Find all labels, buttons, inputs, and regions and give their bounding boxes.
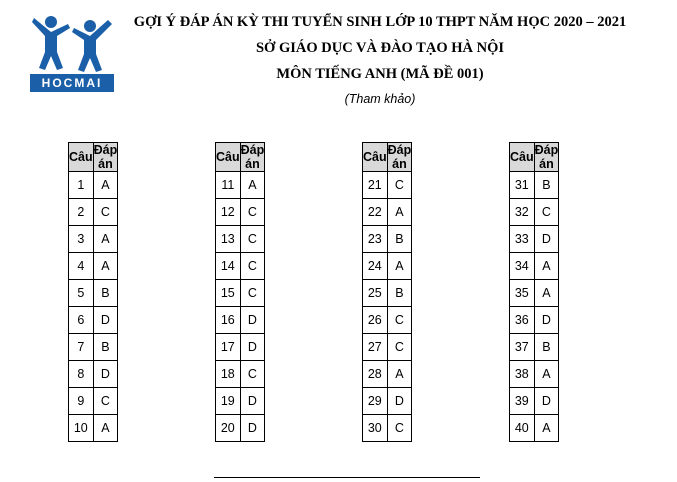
- table-row: [69, 388, 118, 415]
- table-row: [363, 307, 412, 334]
- answer-cell: D: [93, 361, 118, 388]
- answer-cell: C: [240, 199, 265, 226]
- question-number-cell: 29: [363, 388, 388, 415]
- question-number-cell: 5: [69, 280, 94, 307]
- answer-cell: D: [534, 226, 559, 253]
- question-number-cell: 19: [216, 388, 241, 415]
- table-row: [69, 172, 118, 199]
- table-header-row: [69, 143, 118, 172]
- header-department: SỞ GIÁO DỤC VÀ ĐÀO TẠO HÀ NỘI: [255, 40, 504, 56]
- table-row: [69, 307, 118, 334]
- answer-cell: C: [387, 307, 412, 334]
- answer-cell: B: [534, 334, 559, 361]
- column-header-answer: Đáp án: [93, 143, 118, 171]
- table-row: [69, 415, 118, 442]
- question-number-cell: 26: [363, 307, 388, 334]
- answer-cell: A: [534, 361, 559, 388]
- table-row: [363, 415, 412, 442]
- hocmai-logo: [30, 12, 114, 94]
- question-number-cell: 15: [216, 280, 241, 307]
- table-header-row: [216, 143, 265, 172]
- footer-divider: [214, 477, 480, 478]
- table-row: [363, 253, 412, 280]
- header-title: GỢI Ý ĐÁP ÁN KỲ THI TUYỂN SINH LỚP 10 THPT NĂM HỌC 2020 – 2021: [133, 14, 627, 30]
- question-number-cell: 30: [363, 415, 388, 442]
- table-row: [363, 334, 412, 361]
- logo-figures-icon: [30, 12, 114, 74]
- logo-text: HOCMAI: [30, 74, 114, 92]
- table-row: [363, 199, 412, 226]
- answer-cell: C: [240, 280, 265, 307]
- table-row: [363, 172, 412, 199]
- answer-table-3: [362, 142, 412, 442]
- table-row: [216, 253, 265, 280]
- question-number-cell: 3: [69, 226, 94, 253]
- question-number-cell: 9: [69, 388, 94, 415]
- answer-cell: A: [387, 253, 412, 280]
- question-number-cell: 6: [69, 307, 94, 334]
- answer-cell: D: [534, 307, 559, 334]
- table-row: [69, 199, 118, 226]
- question-number-cell: 2: [69, 199, 94, 226]
- table-row: [216, 199, 265, 226]
- answer-cell: D: [387, 388, 412, 415]
- answer-cell: A: [93, 226, 118, 253]
- table-row: [69, 334, 118, 361]
- table-row: [69, 361, 118, 388]
- table-row: [510, 280, 559, 307]
- header-subject: MÔN TIẾNG ANH (MÃ ĐỀ 001): [276, 66, 484, 82]
- answer-cell: D: [240, 307, 265, 334]
- table-row: [216, 334, 265, 361]
- answer-cell: C: [240, 361, 265, 388]
- answer-cell: C: [93, 199, 118, 226]
- question-number-cell: 20: [216, 415, 241, 442]
- table-row: [216, 361, 265, 388]
- question-number-cell: 35: [510, 280, 535, 307]
- answer-cell: D: [240, 334, 265, 361]
- answer-cell: A: [93, 172, 118, 199]
- table-row: [510, 307, 559, 334]
- table-row: [216, 415, 265, 442]
- question-number-cell: 36: [510, 307, 535, 334]
- answer-cell: D: [534, 388, 559, 415]
- table-row: [510, 415, 559, 442]
- column-header-answer: Đáp án: [240, 143, 265, 171]
- answer-table-1: [68, 142, 118, 442]
- table-row: [510, 172, 559, 199]
- answer-cell: A: [240, 172, 265, 199]
- answer-cell: C: [240, 226, 265, 253]
- column-header-question: Câu: [69, 143, 94, 172]
- question-number-cell: 23: [363, 226, 388, 253]
- question-number-cell: 22: [363, 199, 388, 226]
- answer-table-4: [509, 142, 559, 442]
- question-number-cell: 37: [510, 334, 535, 361]
- question-number-cell: 16: [216, 307, 241, 334]
- answer-cell: C: [93, 388, 118, 415]
- answer-cell: C: [387, 415, 412, 442]
- answer-cell: C: [240, 253, 265, 280]
- answer-cell: B: [387, 280, 412, 307]
- column-header-question: Câu: [363, 143, 388, 172]
- table-header-row: [510, 143, 559, 172]
- answer-cell: A: [534, 253, 559, 280]
- answer-cell: B: [93, 280, 118, 307]
- question-number-cell: 14: [216, 253, 241, 280]
- answer-cell: A: [93, 415, 118, 442]
- question-number-cell: 17: [216, 334, 241, 361]
- question-number-cell: 12: [216, 199, 241, 226]
- table-row: [510, 334, 559, 361]
- answer-cell: D: [240, 415, 265, 442]
- column-header-question: Câu: [216, 143, 241, 172]
- table-row: [216, 388, 265, 415]
- header-note: (Tham khảo): [344, 92, 416, 106]
- table-row: [510, 199, 559, 226]
- question-number-cell: 32: [510, 199, 535, 226]
- question-number-cell: 28: [363, 361, 388, 388]
- table-row: [216, 307, 265, 334]
- answer-cell: A: [534, 280, 559, 307]
- table-row: [363, 226, 412, 253]
- question-number-cell: 7: [69, 334, 94, 361]
- table-row: [216, 280, 265, 307]
- question-number-cell: 39: [510, 388, 535, 415]
- question-number-cell: 31: [510, 172, 535, 199]
- question-number-cell: 34: [510, 253, 535, 280]
- table-header-row: [363, 143, 412, 172]
- table-row: [510, 388, 559, 415]
- question-number-cell: 21: [363, 172, 388, 199]
- answer-cell: A: [534, 415, 559, 442]
- question-number-cell: 38: [510, 361, 535, 388]
- table-row: [216, 226, 265, 253]
- question-number-cell: 1: [69, 172, 94, 199]
- question-number-cell: 8: [69, 361, 94, 388]
- question-number-cell: 4: [69, 253, 94, 280]
- table-row: [510, 253, 559, 280]
- question-number-cell: 25: [363, 280, 388, 307]
- answer-cell: A: [387, 361, 412, 388]
- answer-cell: B: [387, 226, 412, 253]
- table-row: [363, 361, 412, 388]
- column-header-answer: Đáp án: [534, 143, 559, 171]
- question-number-cell: 27: [363, 334, 388, 361]
- question-number-cell: 18: [216, 361, 241, 388]
- table-row: [69, 226, 118, 253]
- table-row: [69, 280, 118, 307]
- question-number-cell: 10: [69, 415, 94, 442]
- question-number-cell: 11: [216, 172, 241, 199]
- answer-table-2: [215, 142, 265, 442]
- table-row: [363, 280, 412, 307]
- table-row: [69, 253, 118, 280]
- question-number-cell: 40: [510, 415, 535, 442]
- answer-cell: A: [387, 199, 412, 226]
- answer-cell: A: [93, 253, 118, 280]
- table-row: [216, 172, 265, 199]
- question-number-cell: 24: [363, 253, 388, 280]
- answer-cell: C: [534, 199, 559, 226]
- table-row: [510, 361, 559, 388]
- column-header-answer: Đáp án: [387, 143, 412, 171]
- answer-cell: D: [93, 307, 118, 334]
- table-row: [510, 226, 559, 253]
- answer-cell: C: [387, 334, 412, 361]
- question-number-cell: 33: [510, 226, 535, 253]
- answer-cell: B: [93, 334, 118, 361]
- answer-cell: D: [240, 388, 265, 415]
- answer-cell: B: [534, 172, 559, 199]
- table-row: [363, 388, 412, 415]
- column-header-question: Câu: [510, 143, 535, 172]
- question-number-cell: 13: [216, 226, 241, 253]
- answer-cell: C: [387, 172, 412, 199]
